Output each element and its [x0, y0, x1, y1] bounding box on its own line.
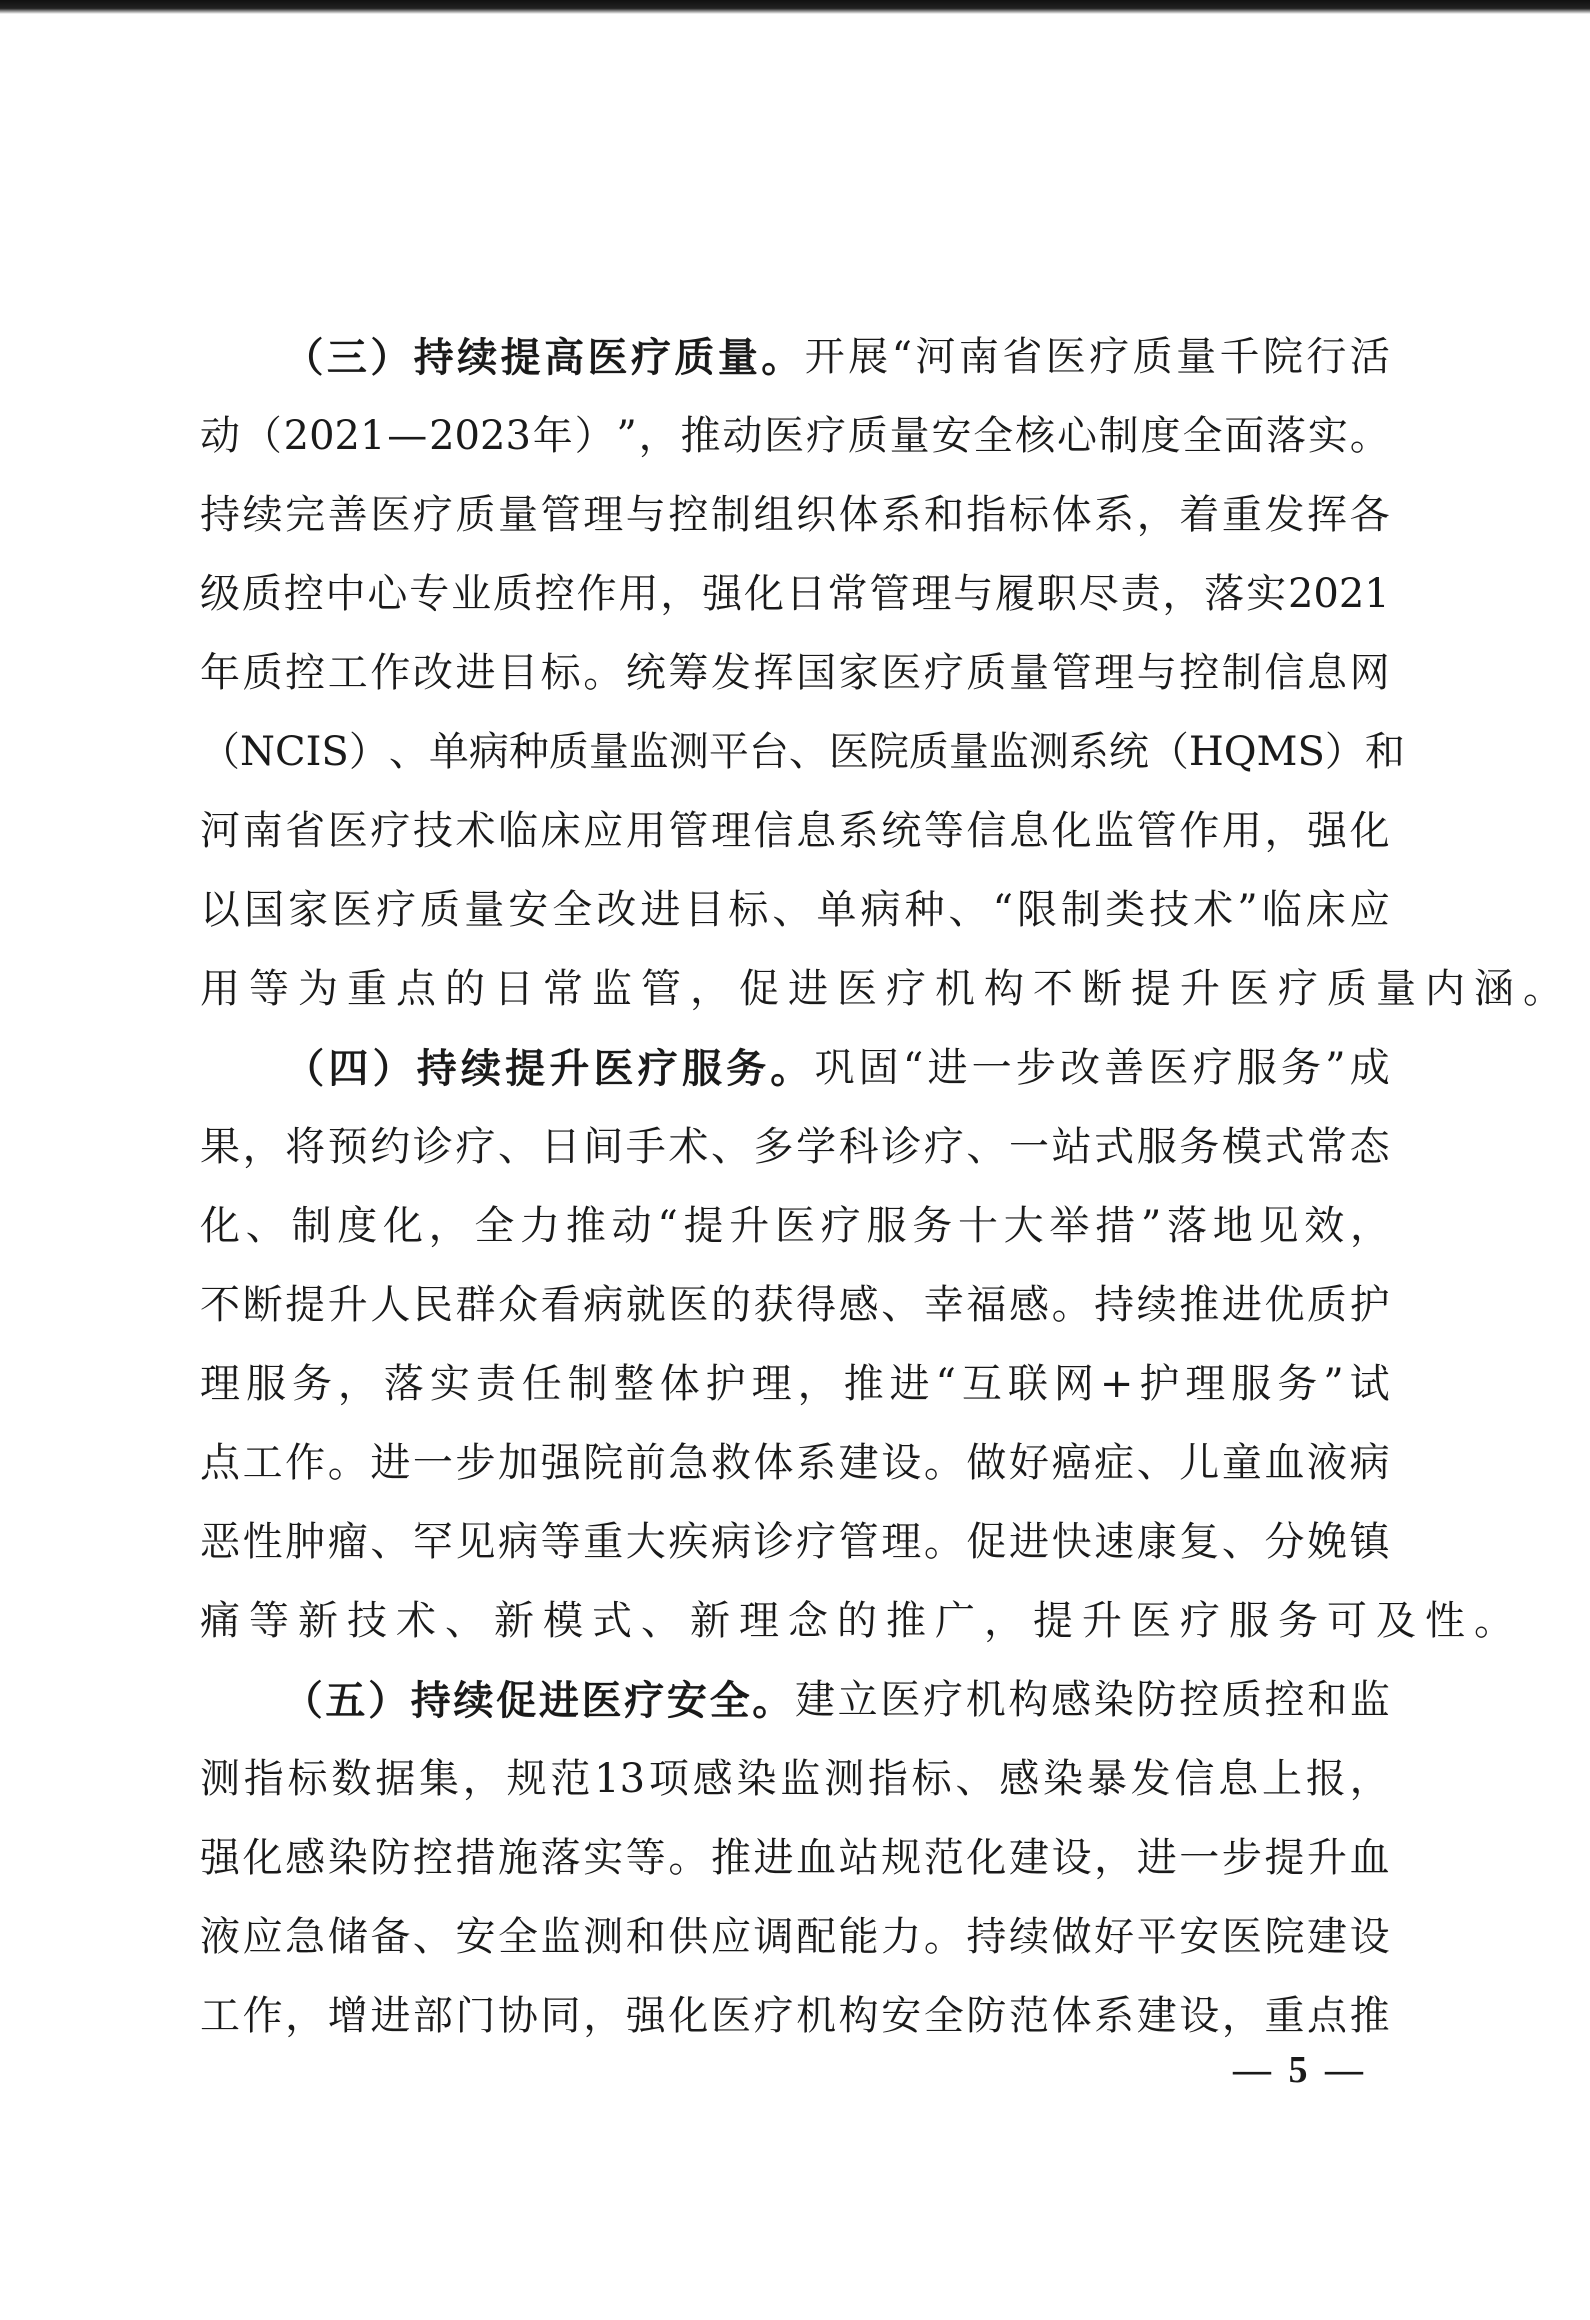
text-line: 点 工 作 。 进 一 步 加 强 院 前 急 救 体 系 建 设 。 做 好 癌 症 、 儿 童 血 液 病: [200, 1440, 1390, 1486]
text-line: 痛 等 新 技 术 、 新 模 式 、 新 理 念 的 推 广 ， 提 升 医 疗 服 务 可 及 性 。: [200, 1598, 1514, 1644]
text-line: 恶 性 肿 瘤 、 罕 见 病 等 重 大 疾 病 诊 疗 管 理 。 促 进 快 速 康 复 、 分 娩 镇: [200, 1519, 1390, 1565]
text-line: （ NCIS ） 、 单 病 种 质 量 监 测 平 台 、 医 院 质 量 监 测 系 统 （ HQMS ） 和: [200, 729, 1405, 775]
text-line: 测 指 标 数 据 集 ， 规 范 13 项 感 染 监 测 指 标 、 感 染 暴 发 信 息 上 报 ，: [200, 1756, 1390, 1802]
text-line: 工 作 ， 增 进 部 门 协 同 ， 强 化 医 疗 机 构 安 全 防 范 体 系 建 设 ， 重 点 推: [200, 1993, 1390, 2039]
text-line: （ 五 ） 持 续 促 进 医 疗 安 全 。 建 立 医 疗 机 构 感 染 防 控 质 控 和 监: [282, 1677, 1390, 1724]
text-line: 化 、 制 度 化 ， 全 力 推 动 “ 提 升 医 疗 服 务 十 大 举 措 ” 落 地 见 效 ，: [200, 1203, 1390, 1249]
text-line: 级 质 控 中 心 专 业 质 控 作 用 ， 强 化 日 常 管 理 与 履 职 尽 责 ， 落 实 2021: [200, 571, 1390, 617]
scan-top-edge: [0, 0, 1590, 14]
text-line: 理 服 务 ， 落 实 责 任 制 整 体 护 理 ， 推 进 “ 互 联 网 + 护 理 服 务 ” 试: [200, 1361, 1390, 1407]
text-line: 强 化 感 染 防 控 措 施 落 实 等 。 推 进 血 站 规 范 化 建 设 ， 进 一 步 提 升 血: [200, 1835, 1390, 1881]
text-line: （ 四 ） 持 续 提 升 医 疗 服 务 。 巩 固 “ 进 一 步 改 善 医 疗 服 务 ” 成: [284, 1045, 1390, 1092]
text-line: 果 ， 将 预 约 诊 疗 、 日 间 手 术 、 多 学 科 诊 疗 、 一 站 式 服 务 模 式 常 态: [200, 1124, 1390, 1170]
document-body: [200, 318, 1563, 2056]
text-line: 不 断 提 升 人 民 群 众 看 病 就 医 的 获 得 感 、 幸 福 感 。 持 续 推 进 优 质 护: [200, 1282, 1390, 1328]
text-line: 用 等 为 重 点 的 日 常 监 管 ， 促 进 医 疗 机 构 不 断 提 升 医 疗 质 量 内 涵 。: [200, 966, 1563, 1012]
text-line: 持 续 完 善 医 疗 质 量 管 理 与 控 制 组 织 体 系 和 指 标 体 系 ， 着 重 发 挥 各: [200, 492, 1390, 538]
text-line: （ 三 ） 持 续 提 高 医 疗 质 量 。 开 展 “ 河 南 省 医 疗 质 量 千 院 行 活: [283, 334, 1390, 381]
text-line: 河 南 省 医 疗 技 术 临 床 应 用 管 理 信 息 系 统 等 信 息 化 监 管 作 用 ， 强 化: [200, 808, 1390, 854]
text-line: 动 （ 2021 — 2023 年 ） ” ， 推 动 医 疗 质 量 安 全 核 心 制 度 全 面 落 实 。: [200, 413, 1390, 459]
page-number: — 5 —: [1233, 2049, 1367, 2091]
text-line: 液 应 急 储 备 、 安 全 监 测 和 供 应 调 配 能 力 。 持 续 做 好 平 安 医 院 建 设: [200, 1914, 1390, 1960]
text-line: 年 质 控 工 作 改 进 目 标 。 统 筹 发 挥 国 家 医 疗 质 量 管 理 与 控 制 信 息 网: [200, 650, 1390, 696]
text-line: 以 国 家 医 疗 质 量 安 全 改 进 目 标 、 单 病 种 、 “ 限 制 类 技 术 ” 临 床 应: [200, 887, 1390, 933]
